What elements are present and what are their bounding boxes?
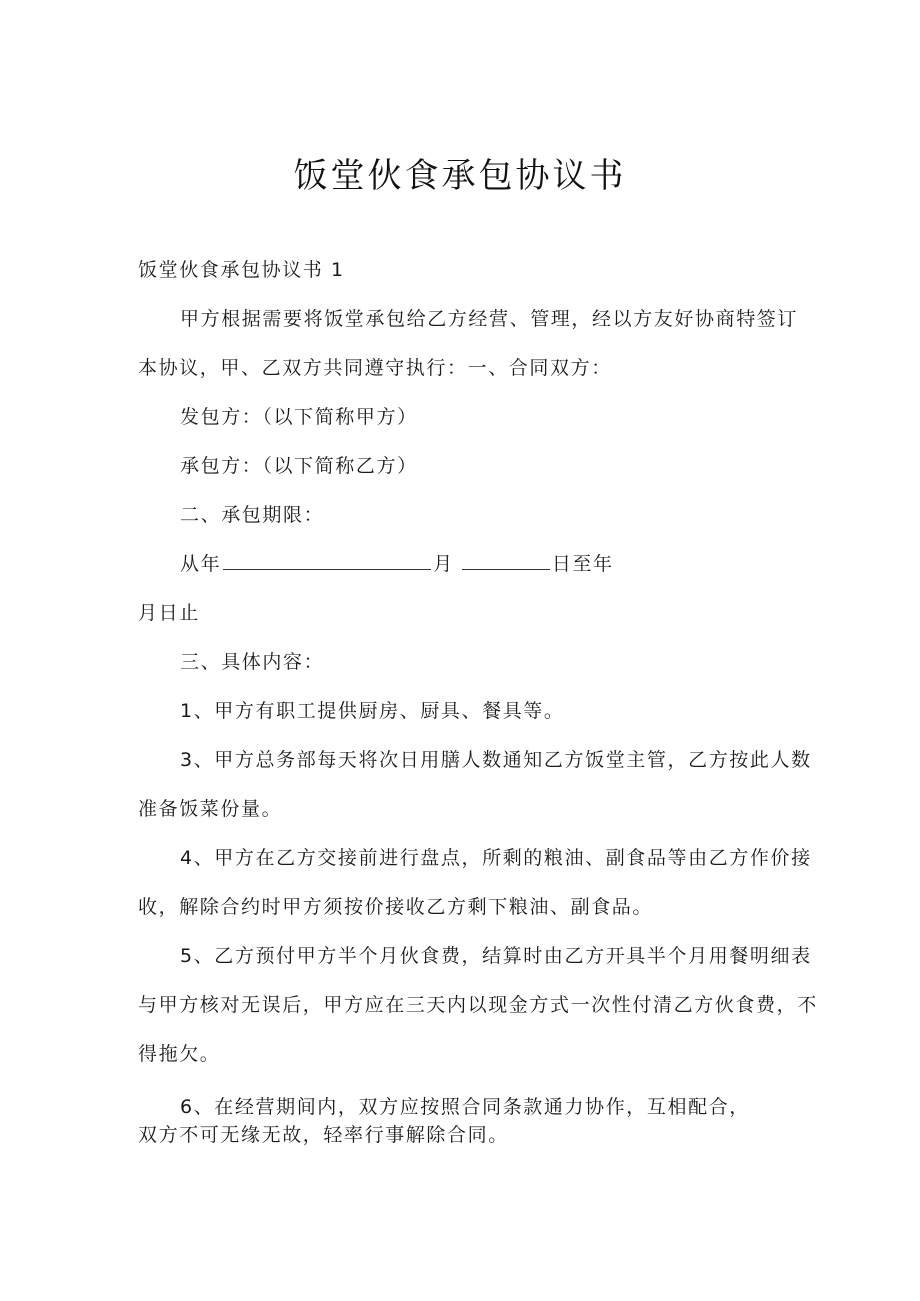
term-line: [180, 550, 614, 578]
term-month-text: 月: [433, 553, 454, 575]
item-4-line-2: 收，解除合约时甲方须按价接收乙方剩下粮油、副食品。: [138, 896, 654, 918]
party-a-line: 发包方：（以下简称甲方）: [180, 406, 418, 428]
item-6-line-2: 双方不可无缘无故，轻率行事解除合同。: [138, 1124, 509, 1146]
term-year-blank: [223, 551, 431, 570]
item-4-line-1: 4、甲方在乙方交接前进行盘点，所剩的粮油、副食品等由乙方作价接: [180, 847, 812, 869]
term-day-blank: [462, 551, 550, 570]
paragraph-intro-line-1: 甲方根据需要将饭堂承包给乙方经营、管理，经以方友好协商特签订: [180, 308, 799, 330]
item-6-line-1: 6、在经营期间内，双方应按照合同条款通力协作，互相配合，: [180, 1096, 750, 1118]
item-3-line-2: 准备饭菜份量。: [138, 798, 283, 820]
item-3-line-1: 3、甲方总务部每天将次日用膳人数通知乙方饭堂主管，乙方按此人数: [180, 749, 812, 771]
section-3-heading: 三、具体内容：: [180, 651, 325, 673]
term-end-line: 月日止: [138, 602, 200, 624]
item-1-line: 1、甲方有职工提供厨房、厨具、餐具等。: [180, 700, 565, 722]
document-title: 饭堂伙食承包协议书: [293, 156, 627, 196]
item-5-line-2: 与甲方核对无误后，甲方应在三天内以现金方式一次性付清乙方伙食费，不: [138, 994, 818, 1016]
term-from-text: 从年: [180, 553, 222, 575]
term-day-to-year-text: 日至年: [551, 553, 614, 575]
item-5-line-3: 得拖欠。: [138, 1043, 221, 1065]
document-subtitle: 饭堂伙食承包协议书 1: [138, 259, 345, 281]
party-b-line: 承包方：（以下简称乙方）: [180, 455, 418, 477]
section-2-heading: 二、承包期限：: [180, 504, 325, 526]
item-5-line-1: 5、乙方预付甲方半个月伙食费，结算时由乙方开具半个月用餐明细表: [180, 945, 812, 967]
paragraph-intro-line-2: 本协议，甲、乙双方共同遵守执行：一、合同双方：: [138, 357, 612, 379]
